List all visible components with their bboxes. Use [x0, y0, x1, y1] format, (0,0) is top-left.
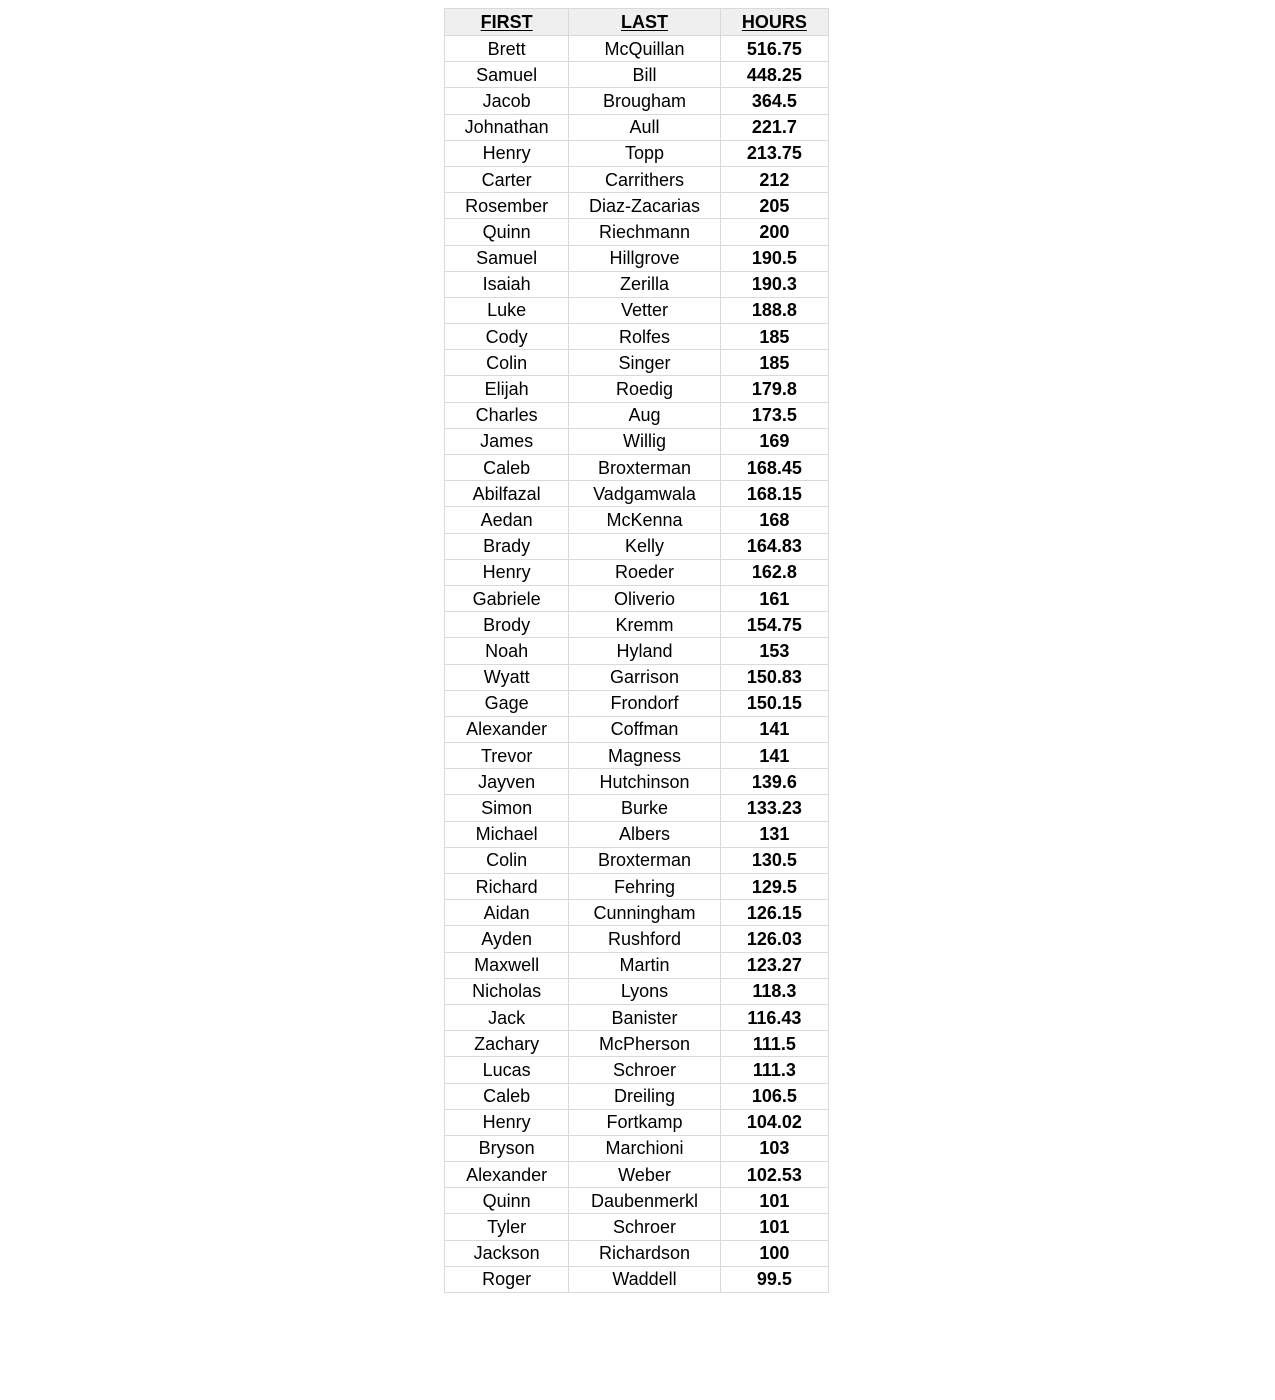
hours-cell[interactable]: 150.83 [720, 664, 828, 690]
hours-cell[interactable]: 188.8 [720, 297, 828, 323]
table-row [445, 350, 829, 376]
first-name-cell[interactable]: Noah [445, 638, 569, 664]
table-row [445, 245, 829, 271]
first-name-cell[interactable]: Jack [445, 1004, 569, 1030]
first-name-cell[interactable]: Elijah [445, 376, 569, 402]
hours-cell[interactable]: 100 [720, 1240, 828, 1266]
table-row [445, 769, 829, 795]
first-name-cell[interactable]: Johnathan [445, 114, 569, 140]
hours-cell[interactable]: 154.75 [720, 612, 828, 638]
hours-cell[interactable]: 102.53 [720, 1162, 828, 1188]
first-name-cell[interactable]: Jacob [445, 88, 569, 114]
first-name-cell[interactable]: Samuel [445, 62, 569, 88]
last-name-cell[interactable]: Daubenmerkl [569, 1188, 720, 1214]
first-name-cell[interactable]: Cody [445, 324, 569, 350]
table-row [445, 926, 829, 952]
table-row [445, 88, 829, 114]
last-name-cell[interactable]: Albers [569, 821, 720, 847]
table-row [445, 1083, 829, 1109]
hours-cell[interactable]: 103 [720, 1135, 828, 1161]
last-name-cell[interactable]: Cunningham [569, 900, 720, 926]
last-name-cell[interactable]: Bill [569, 62, 720, 88]
first-name-cell[interactable]: Wyatt [445, 664, 569, 690]
last-name-cell[interactable]: Diaz-Zacarias [569, 193, 720, 219]
last-name-cell[interactable]: Kelly [569, 533, 720, 559]
hours-cell[interactable]: 173.5 [720, 402, 828, 428]
table-row [445, 1162, 829, 1188]
table-row [445, 1240, 829, 1266]
hours-cell[interactable]: 179.8 [720, 376, 828, 402]
hours-cell[interactable]: 111.3 [720, 1057, 828, 1083]
last-name-cell[interactable]: Carrithers [569, 166, 720, 192]
last-name-cell[interactable]: Aull [569, 114, 720, 140]
hours-cell[interactable]: 150.15 [720, 690, 828, 716]
table-row [445, 690, 829, 716]
table-row [445, 847, 829, 873]
last-name-cell[interactable]: Hutchinson [569, 769, 720, 795]
table-row [445, 1266, 829, 1292]
table-row [445, 36, 829, 62]
last-name-cell[interactable]: Richardson [569, 1240, 720, 1266]
first-name-cell[interactable]: Carter [445, 166, 569, 192]
last-name-cell[interactable]: Schroer [569, 1057, 720, 1083]
first-name-cell[interactable]: Caleb [445, 1083, 569, 1109]
table-row [445, 324, 829, 350]
table-row [445, 1214, 829, 1240]
last-name-cell[interactable]: Waddell [569, 1266, 720, 1292]
table-row [445, 481, 829, 507]
first-name-cell[interactable]: Henry [445, 1109, 569, 1135]
last-name-cell[interactable]: Riechmann [569, 219, 720, 245]
hours-cell[interactable]: 141 [720, 716, 828, 742]
first-name-cell[interactable]: Colin [445, 350, 569, 376]
table-row [445, 664, 829, 690]
first-name-cell[interactable]: Alexander [445, 1162, 569, 1188]
first-name-cell[interactable]: Zachary [445, 1031, 569, 1057]
last-name-cell[interactable]: Rushford [569, 926, 720, 952]
hours-cell[interactable]: 161 [720, 585, 828, 611]
last-name-cell[interactable]: Roedig [569, 376, 720, 402]
table-row [445, 219, 829, 245]
last-name-cell[interactable]: Hillgrove [569, 245, 720, 271]
table-row [445, 978, 829, 1004]
hours-cell[interactable]: 221.7 [720, 114, 828, 140]
first-name-cell[interactable]: Bryson [445, 1135, 569, 1161]
hours-cell[interactable]: 139.6 [720, 769, 828, 795]
first-name-cell[interactable]: Trevor [445, 743, 569, 769]
first-name-cell[interactable]: Aedan [445, 507, 569, 533]
hours-cell[interactable]: 168.45 [720, 455, 828, 481]
first-name-cell[interactable]: Simon [445, 795, 569, 821]
last-name-cell[interactable]: Coffman [569, 716, 720, 742]
hours-cell[interactable]: 190.5 [720, 245, 828, 271]
hours-cell[interactable]: 190.3 [720, 271, 828, 297]
table-row [445, 402, 829, 428]
hours-cell[interactable]: 133.23 [720, 795, 828, 821]
last-name-cell[interactable]: Aug [569, 402, 720, 428]
hours-cell[interactable]: 164.83 [720, 533, 828, 559]
first-name-cell[interactable]: James [445, 428, 569, 454]
table-row [445, 1057, 829, 1083]
first-name-cell[interactable]: Alexander [445, 716, 569, 742]
last-name-cell[interactable]: Schroer [569, 1214, 720, 1240]
table-row [445, 166, 829, 192]
last-name-cell[interactable]: Roeder [569, 559, 720, 585]
hours-cell[interactable]: 130.5 [720, 847, 828, 873]
last-name-cell[interactable]: Fortkamp [569, 1109, 720, 1135]
table-row [445, 62, 829, 88]
last-name-cell[interactable]: McQuillan [569, 36, 720, 62]
first-name-cell[interactable]: Quinn [445, 219, 569, 245]
hours-cell[interactable]: 101 [720, 1188, 828, 1214]
table-row [445, 900, 829, 926]
table-row [445, 297, 829, 323]
hours-cell[interactable]: 185 [720, 324, 828, 350]
hours-cell[interactable]: 129.5 [720, 874, 828, 900]
table-row [445, 1004, 829, 1030]
hours-cell[interactable]: 104.02 [720, 1109, 828, 1135]
table-row [445, 271, 829, 297]
last-name-cell[interactable]: Vadgamwala [569, 481, 720, 507]
table-row [445, 638, 829, 664]
last-name-cell[interactable]: Vetter [569, 297, 720, 323]
first-name-cell[interactable]: Nicholas [445, 978, 569, 1004]
hours-cell[interactable]: 200 [720, 219, 828, 245]
last-name-cell[interactable]: Hyland [569, 638, 720, 664]
hours-cell[interactable]: 212 [720, 166, 828, 192]
first-name-cell[interactable]: Michael [445, 821, 569, 847]
last-name-cell[interactable]: Marchioni [569, 1135, 720, 1161]
first-name-cell[interactable]: Luke [445, 297, 569, 323]
last-name-cell[interactable]: Brougham [569, 88, 720, 114]
first-name-cell[interactable]: Caleb [445, 455, 569, 481]
hours-cell[interactable]: 448.25 [720, 62, 828, 88]
last-name-cell[interactable]: Kremm [569, 612, 720, 638]
first-name-cell[interactable]: Charles [445, 402, 569, 428]
last-name-cell[interactable]: Martin [569, 952, 720, 978]
hours-cell[interactable]: 126.15 [720, 900, 828, 926]
hours-cell[interactable]: 205 [720, 193, 828, 219]
table-row [445, 874, 829, 900]
table-row [445, 743, 829, 769]
table-row [445, 533, 829, 559]
first-name-cell[interactable]: Isaiah [445, 271, 569, 297]
hours-cell[interactable]: 111.5 [720, 1031, 828, 1057]
last-name-cell[interactable]: Magness [569, 743, 720, 769]
first-name-cell[interactable]: Jayven [445, 769, 569, 795]
first-name-cell[interactable]: Brady [445, 533, 569, 559]
first-name-cell[interactable]: Samuel [445, 245, 569, 271]
hours-cell[interactable]: 141 [720, 743, 828, 769]
table-row [445, 507, 829, 533]
first-name-cell[interactable]: Colin [445, 847, 569, 873]
table-row [445, 1135, 829, 1161]
hours-cell[interactable]: 123.27 [720, 952, 828, 978]
first-name-cell[interactable]: Brody [445, 612, 569, 638]
last-name-cell[interactable]: Zerilla [569, 271, 720, 297]
first-name-cell[interactable]: Jackson [445, 1240, 569, 1266]
first-name-cell[interactable]: Lucas [445, 1057, 569, 1083]
last-name-cell[interactable]: Topp [569, 140, 720, 166]
table-row [445, 455, 829, 481]
table-row [445, 1188, 829, 1214]
hours-cell[interactable]: 153 [720, 638, 828, 664]
last-name-cell[interactable]: McKenna [569, 507, 720, 533]
table-row [445, 716, 829, 742]
hours-cell[interactable]: 185 [720, 350, 828, 376]
table-body [445, 36, 829, 1293]
last-name-cell[interactable]: Frondorf [569, 690, 720, 716]
last-name-cell[interactable]: Broxterman [569, 455, 720, 481]
column-header-last[interactable]: LAST [569, 9, 720, 36]
hours-cell[interactable]: 168.15 [720, 481, 828, 507]
table-row [445, 952, 829, 978]
first-name-cell[interactable]: Roger [445, 1266, 569, 1292]
hours-cell[interactable]: 131 [720, 821, 828, 847]
hours-cell[interactable]: 106.5 [720, 1083, 828, 1109]
table-row [445, 140, 829, 166]
hours-cell[interactable]: 168 [720, 507, 828, 533]
table-row [445, 612, 829, 638]
first-name-cell[interactable]: Rosember [445, 193, 569, 219]
hours-cell[interactable]: 116.43 [720, 1004, 828, 1030]
table-row [445, 114, 829, 140]
last-name-cell[interactable]: Weber [569, 1162, 720, 1188]
last-name-cell[interactable]: Garrison [569, 664, 720, 690]
table-row [445, 1031, 829, 1057]
hours-cell[interactable]: 364.5 [720, 88, 828, 114]
last-name-cell[interactable]: Willig [569, 428, 720, 454]
hours-cell[interactable]: 99.5 [720, 1266, 828, 1292]
first-name-cell[interactable]: Tyler [445, 1214, 569, 1240]
header-row [445, 9, 829, 36]
hours-cell[interactable]: 516.75 [720, 36, 828, 62]
table-row [445, 821, 829, 847]
first-name-cell[interactable]: Abilfazal [445, 481, 569, 507]
hours-cell[interactable]: 213.75 [720, 140, 828, 166]
column-header-first[interactable]: FIRST [445, 9, 569, 36]
first-name-cell[interactable]: Gabriele [445, 585, 569, 611]
last-name-cell[interactable]: Oliverio [569, 585, 720, 611]
first-name-cell[interactable]: Henry [445, 140, 569, 166]
last-name-cell[interactable]: Broxterman [569, 847, 720, 873]
hours-cell[interactable]: 169 [720, 428, 828, 454]
last-name-cell[interactable]: Fehring [569, 874, 720, 900]
hours-cell[interactable]: 162.8 [720, 559, 828, 585]
table-row [445, 376, 829, 402]
last-name-cell[interactable]: Burke [569, 795, 720, 821]
table-row [445, 585, 829, 611]
table-row [445, 428, 829, 454]
last-name-cell[interactable]: Banister [569, 1004, 720, 1030]
hours-cell[interactable]: 101 [720, 1214, 828, 1240]
column-header-hours[interactable]: HOURS [720, 9, 828, 36]
first-name-cell[interactable]: Gage [445, 690, 569, 716]
table-row [445, 559, 829, 585]
first-name-cell[interactable]: Maxwell [445, 952, 569, 978]
last-name-cell[interactable]: Singer [569, 350, 720, 376]
first-name-cell[interactable]: Brett [445, 36, 569, 62]
first-name-cell[interactable]: Richard [445, 874, 569, 900]
table-row [445, 795, 829, 821]
first-name-cell[interactable]: Henry [445, 559, 569, 585]
first-name-cell[interactable]: Aidan [445, 900, 569, 926]
last-name-cell[interactable]: Dreiling [569, 1083, 720, 1109]
hours-cell[interactable]: 126.03 [720, 926, 828, 952]
hours-cell[interactable]: 118.3 [720, 978, 828, 1004]
table-row [445, 193, 829, 219]
table-header [445, 9, 829, 36]
last-name-cell[interactable]: McPherson [569, 1031, 720, 1057]
last-name-cell[interactable]: Lyons [569, 978, 720, 1004]
table-row [445, 1109, 829, 1135]
first-name-cell[interactable]: Ayden [445, 926, 569, 952]
last-name-cell[interactable]: Rolfes [569, 324, 720, 350]
first-name-cell[interactable]: Quinn [445, 1188, 569, 1214]
hours-table [444, 8, 829, 1293]
